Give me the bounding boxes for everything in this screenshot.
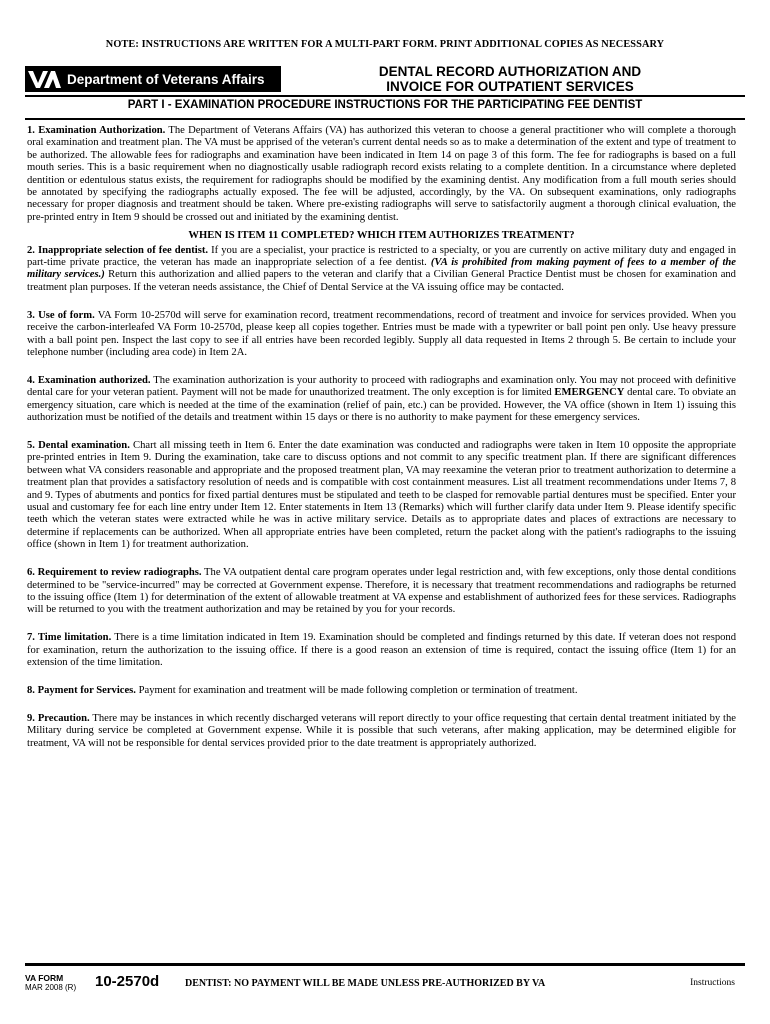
footer-label: Instructions: [690, 978, 735, 988]
section-heading: 4. Examination authorized.: [27, 374, 151, 386]
section-text: There may be instances in which recently discharged veterans will report directly to your office requesting that certain dental treatment initiated by the Military during service be completed at Government expense. While it is possible that such veterans, after making application, may be determined eligible for treatment, VA will not be responsible for dental services provided prior to the date treatment is appropriately authorized.: [27, 712, 736, 749]
agency-name: Department of Veterans Affairs: [67, 71, 265, 87]
section-heading: 2. Inappropriate selection of fee dentist.: [27, 244, 209, 256]
footer-va-form: VA FORM: [25, 973, 64, 983]
va-seal-icon: [25, 66, 63, 92]
title-divider: [25, 95, 745, 97]
section-8: [27, 685, 736, 697]
subheading: WHEN IS ITEM 11 COMPLETED? WHICH ITEM AUTHORIZES TREATMENT?: [188, 230, 575, 242]
section-text: VA Form 10-2570d will serve for examination record, treatment recommendations, record of treatment and invoice for services provided. When you receive the carbon-interleafed VA Form 10-2570d, please keep all copies together. Entries must be made with a typewriter or ball point pen only. Use heavy pressure with a ball point pen. Inspect the last copy to see if all entries have been recorded legibly. Supply all data requested in Items 2 through 5. Be certain to include your telephone number (including area code) in Item 2A.: [27, 309, 736, 358]
section-6: [27, 567, 736, 617]
section-text: Chart all missing teeth in Item 6. Enter the date examination was conducted and radiographs were taken in Item 10 opposite the appropriate pre-printed entries in Item 9. During the examination, take care to discuss options and not commit to any specific treatment plan. If there are significant differences between what VA considers reasonable and appropriate and the proposed treatment plan, VA may reexamine the veteran prior to treatment authorization to determine a treatment plan that provides a satisfactory resolution of needs and is compatible with cost containment measures. List all treatment recommendations under Items 7, 8 and 9. Types of abutments and pontics for fixed partial dentures must be stipulated and teeth to be clasped for removable partial dentures must be specified. Enter your usual and customary fee for each line entry under Item 12. Enter statements in Item 13 (Remarks) which will further clarify data under Item 9. Please identify specific teeth which the veteran states were extracted while he was in active military service. Details as to appropriate dates and places of extractions are necessary to determine if replacements can be authorized. When all appropriate entries have been completed, return the packet along with the patient's radiographs to the issuing office (shown in Item 1) for treatment authorization.: [27, 440, 736, 551]
section-1: [27, 125, 736, 224]
va-logo-banner: [25, 66, 281, 92]
section-heading: 6. Requirement to review radiographs.: [27, 567, 202, 579]
footer-form-id: [25, 974, 76, 992]
part-title: PART I - EXAMINATION PROCEDURE INSTRUCTIONS FOR THE PARTICIPATING FEE DENTIST: [127, 99, 643, 111]
section-5: [27, 440, 736, 552]
section-7: [27, 632, 736, 669]
section-emphasis: (VA is prohibited from making payment of fees to a member of the military services.): [27, 257, 736, 281]
section-heading: 3. Use of form.: [27, 309, 95, 321]
section-3: [27, 310, 736, 360]
form-title-line-2: INVOICE FOR OUTPATIENT SERVICES: [386, 79, 634, 94]
footer-date: MAR 2008 (R): [25, 983, 77, 992]
section-text: The VA outpatient dental care program operates under legal restriction and, with few exceptions, only those dental conditions determined to be "service-incurred" may be corrected at Government expense. Therefore, it is necessary that treatment recommendations and radiographs be returned to the issuing office (Item 1) for determination of the extent of allowable treatment at VA expense and establishment of authorized fees for these services. Radiographs will be returned to you with the treatment authorization and may be retained by you for your records.: [27, 567, 736, 616]
part-divider: [25, 118, 745, 120]
section-9: [27, 713, 736, 750]
form-title-line-1: DENTAL RECORD AUTHORIZATION AND: [378, 64, 642, 79]
form-title: [300, 64, 720, 94]
section-text: There is a time limitation indicated in Item 19. Examination should be completed and findings returned by this date. If veteran does not respond for examination, return the authorization to the issuing office. If there is a good reason an extension of time is required, contact the issuing office (Item 1) for an extension of the time limitation.: [27, 632, 737, 669]
section-4: [27, 375, 736, 425]
section-text: If you are a specialist, your practice is restricted to a specialty, or you are currently on active military duty and engaged in part-time private practice, the veteran has made an inappropriate selection of a fee dentist.: [27, 244, 736, 269]
section-text: The examination authorization is your authority to proceed with radiographs and examination only. You may not proceed with definitive dental care for your veteran patient. Payment will not be made for unauthorized treatment. The only exception is for limited: [27, 374, 737, 399]
section-emphasis: EMERGENCY: [554, 387, 625, 399]
section-text: Payment for examination and treatment will be made following completion or termination of treatment.: [135, 685, 578, 697]
footer-warning: DENTIST: NO PAYMENT WILL BE MADE UNLESS PRE-AUTHORIZED BY VA: [185, 978, 546, 989]
section-heading: 9. Precaution.: [27, 712, 90, 724]
section-heading: 7. Time limitation.: [27, 632, 112, 644]
section-heading: 8. Payment for Services.: [27, 685, 136, 697]
section-2: [27, 245, 736, 295]
section-text: dental care. To obviate an emergency situation, care which is needed at the time of the examination (relief of pain, etc.) can be provided. However, the VA office (shown in Item 1) issuing this authorization must be notified of the details and treatment within 15 days or there is no authority to make payment for these emergency services.: [27, 387, 736, 424]
footer-divider: [25, 963, 745, 966]
section-heading: 1. Examination Authorization.: [27, 125, 166, 136]
section-heading: 5. Dental examination.: [27, 440, 130, 452]
section-text: The Department of Veterans Affairs (VA) has authorized this veteran to choose a general practitioner who will complete a thorough oral examination and treatment plan. The VA must be apprised of the veteran's current dental needs so as to make a determination of the extent and type of treatment to be authorized. The allowable fees for radiographs and examination have been indicated in Item 14 on page 3 of this form. The fee for radiographs is based on a full mouth series. This is a basic requirement when no diagnostically usable radiograph record exists relating to a complete dentition. In a circumstance where depleted dentition or edentulous status exists, the requirement for radiographs should be modified by the examining dentist. Any modification from a full mouth series should be annotated by specifying the radiographs actually exposed. The fee will be adjusted, accordingly, by the VA. On subsequent examinations, only radiographs necessary for proper diagnosis and treatment should be taken. Where pre-existing radiographs will serve to satisfactorily augment a thorough clinical evaluation, the pre-printed entry in Item 9 should be crossed out and initiated by the examining dentist.: [27, 125, 736, 223]
header-note: NOTE: INSTRUCTIONS ARE WRITTEN FOR A MULTI-PART FORM. PRINT ADDITIONAL COPIES AS NECESSARY: [105, 39, 665, 50]
footer-form-number: 10-2570d: [95, 973, 160, 990]
section-text: Return this authorization and allied papers to the veteran and clarify that a Civilian General Practice Dentist must be chosen for examination and treatment plan purposes. If the veteran needs assistance, the Chief of Dental Service at the VA issuing office may be contacted.: [27, 269, 736, 293]
instructions-body: [27, 125, 736, 750]
